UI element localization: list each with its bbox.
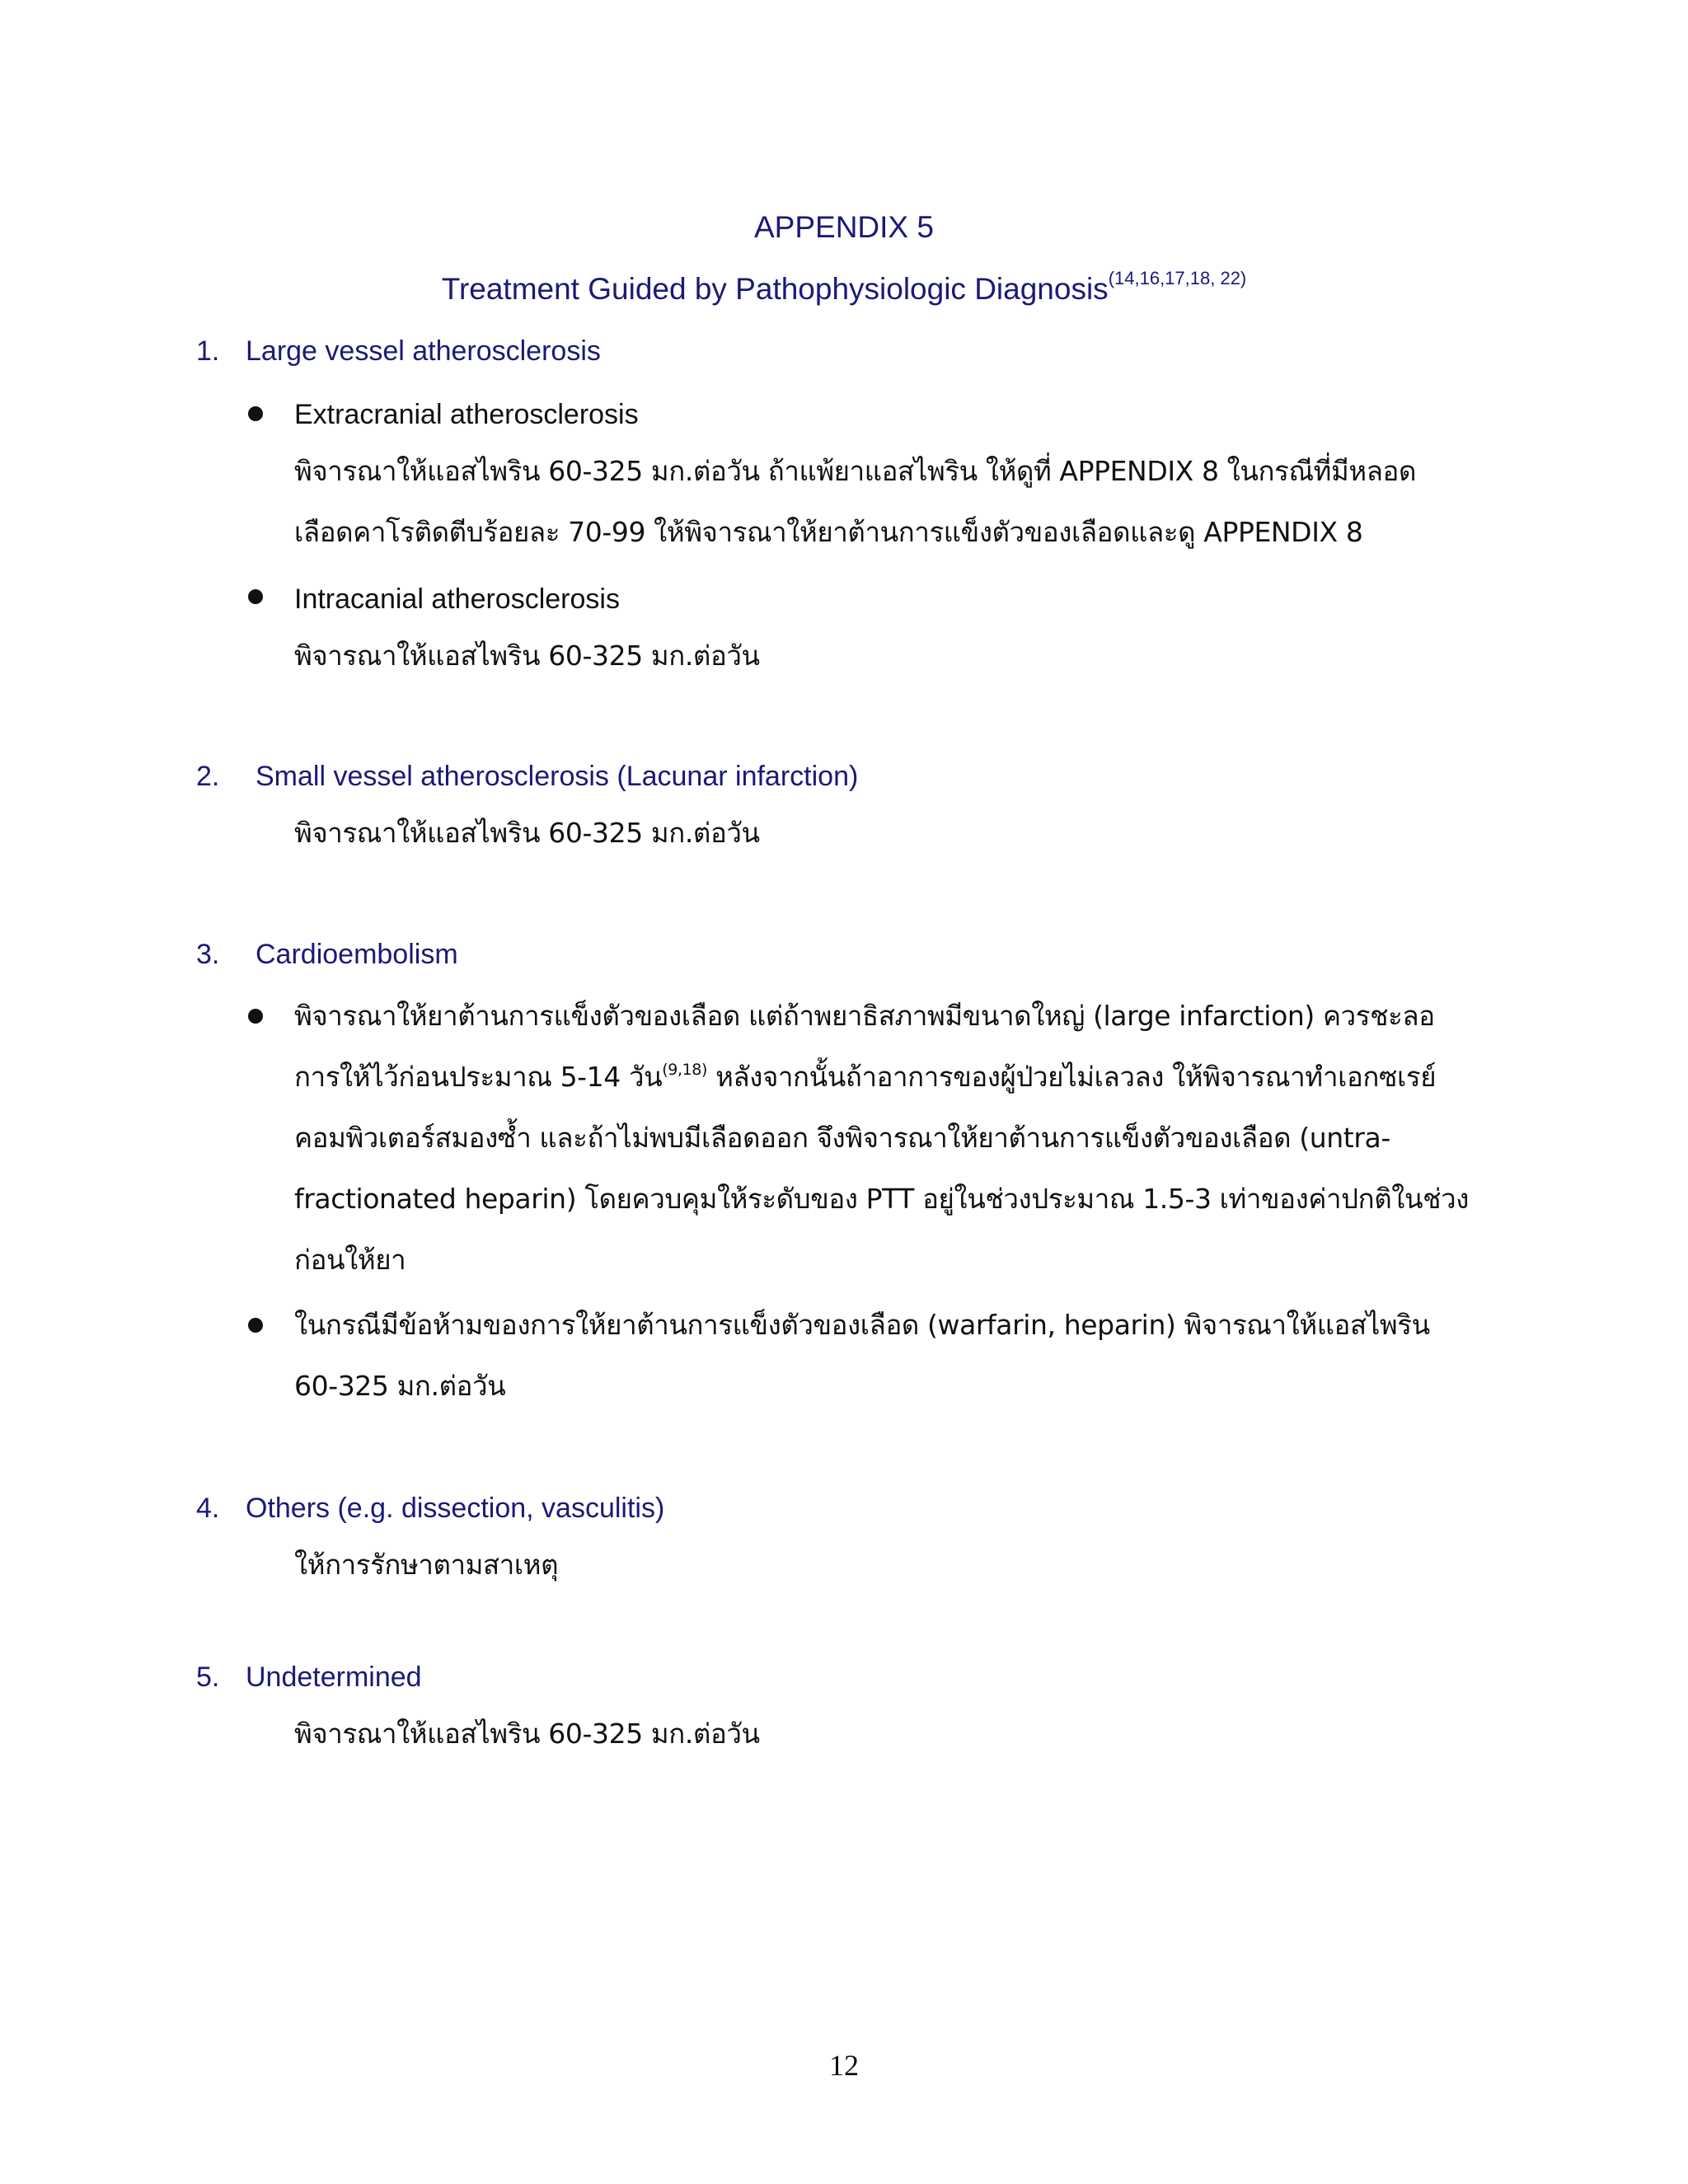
section-3-heading: [196, 937, 458, 972]
section-number: 5.: [196, 1661, 220, 1693]
body-text-line: พิจารณาให้แอสไพริน 60-325 มก.ต่อวัน ถ้าแพ้ยาแอสไพริน ให้ดูที่ APPENDIX 8 ในกรณีที่มีหลอด: [294, 455, 1416, 487]
body-text-line: ในกรณีมีข้อห้ามของการให้ยาต้านการแข็งตัวของเลือด (warfarin, heparin) พิจารณาให้แอสไพริน: [294, 1309, 1430, 1341]
body-text-line: 60-325 มก.ต่อวัน: [294, 1370, 506, 1402]
page-number: 12: [829, 2049, 859, 2082]
body-text-line: [294, 1060, 1436, 1094]
body-text-line: คอมพิวเตอร์สมองซ้ำ และถ้าไม่พบมีเลือดออก จึงพิจารณาให้ยาต้านการแข็งตัวของเลือด (untra-: [294, 1122, 1390, 1154]
section-4-heading: [196, 1491, 664, 1526]
section-title: Large vessel atherosclerosis: [246, 335, 601, 367]
section-number: 3.: [196, 939, 220, 970]
bullet-icon: [248, 406, 263, 421]
section-title: Others (e.g. dissection, vasculitis): [246, 1493, 665, 1524]
section-2-heading: [196, 759, 858, 794]
body-text-line: เลือดคาโรติดตีบร้อยละ 70-99 ให้พิจารณาให้ยาต้านการแข็งตัวของเลือดและดู APPENDIX 8: [294, 516, 1363, 548]
section-number: 2.: [196, 761, 220, 792]
body-text-line: พิจารณาให้ยาต้านการแข็งตัวของเลือด แต่ถ้าพยาธิสภาพมีขนาดใหญ่ (large infarction) ควรชะลอ: [294, 1000, 1435, 1032]
bullet-icon: [248, 1318, 263, 1333]
section-title: Small vessel atherosclerosis (Lacunar infarction): [256, 761, 859, 792]
section-1-heading: [196, 334, 601, 368]
body-text-segment: การให้ไว้ก่อนประมาณ 5-14 วัน: [294, 1061, 663, 1093]
bullet-label: Intracanial atherosclerosis: [294, 583, 620, 615]
subtitle-text: Treatment Guided by Pathophysiologic Diagnosis: [441, 272, 1109, 306]
body-text-line: พิจารณาให้แอสไพริน 60-325 มก.ต่อวัน: [294, 1718, 760, 1750]
subtitle-references: (14,16,17,18, 22): [1108, 268, 1247, 288]
section-number: 1.: [196, 335, 220, 367]
body-text-line: พิจารณาให้แอสไพริน 60-325 มก.ต่อวัน: [294, 817, 760, 849]
body-text-line: ให้การรักษาตามสาเหตุ: [294, 1549, 559, 1581]
appendix-subtitle: [0, 270, 1688, 308]
body-text-line: พิจารณาให้แอสไพริน 60-325 มก.ต่อวัน: [294, 640, 760, 672]
bullet-icon: [248, 1009, 263, 1024]
section-number: 4.: [196, 1493, 220, 1524]
body-text-segment: หลังจากนั้นถ้าอาการของผู้ป่วยไม่เลวลง ให้พิจารณาทำเอกซเรย์: [706, 1061, 1437, 1093]
citation-reference: (9,18): [662, 1061, 707, 1079]
body-text-line: ก่อนให้ยา: [294, 1244, 406, 1276]
section-5-heading: [196, 1660, 422, 1694]
section-title: Cardioembolism: [256, 939, 458, 970]
bullet-icon: [248, 589, 263, 604]
appendix-title: APPENDIX 5: [754, 210, 934, 244]
body-text-line: fractionated heparin) โดยควบคุมให้ระดับของ PTT อยู่ในช่วงประมาณ 1.5-3 เท่าของค่าปกติในช่วง: [294, 1183, 1469, 1215]
section-title: Undetermined: [246, 1661, 422, 1693]
bullet-label: Extracranial atherosclerosis: [294, 399, 639, 430]
